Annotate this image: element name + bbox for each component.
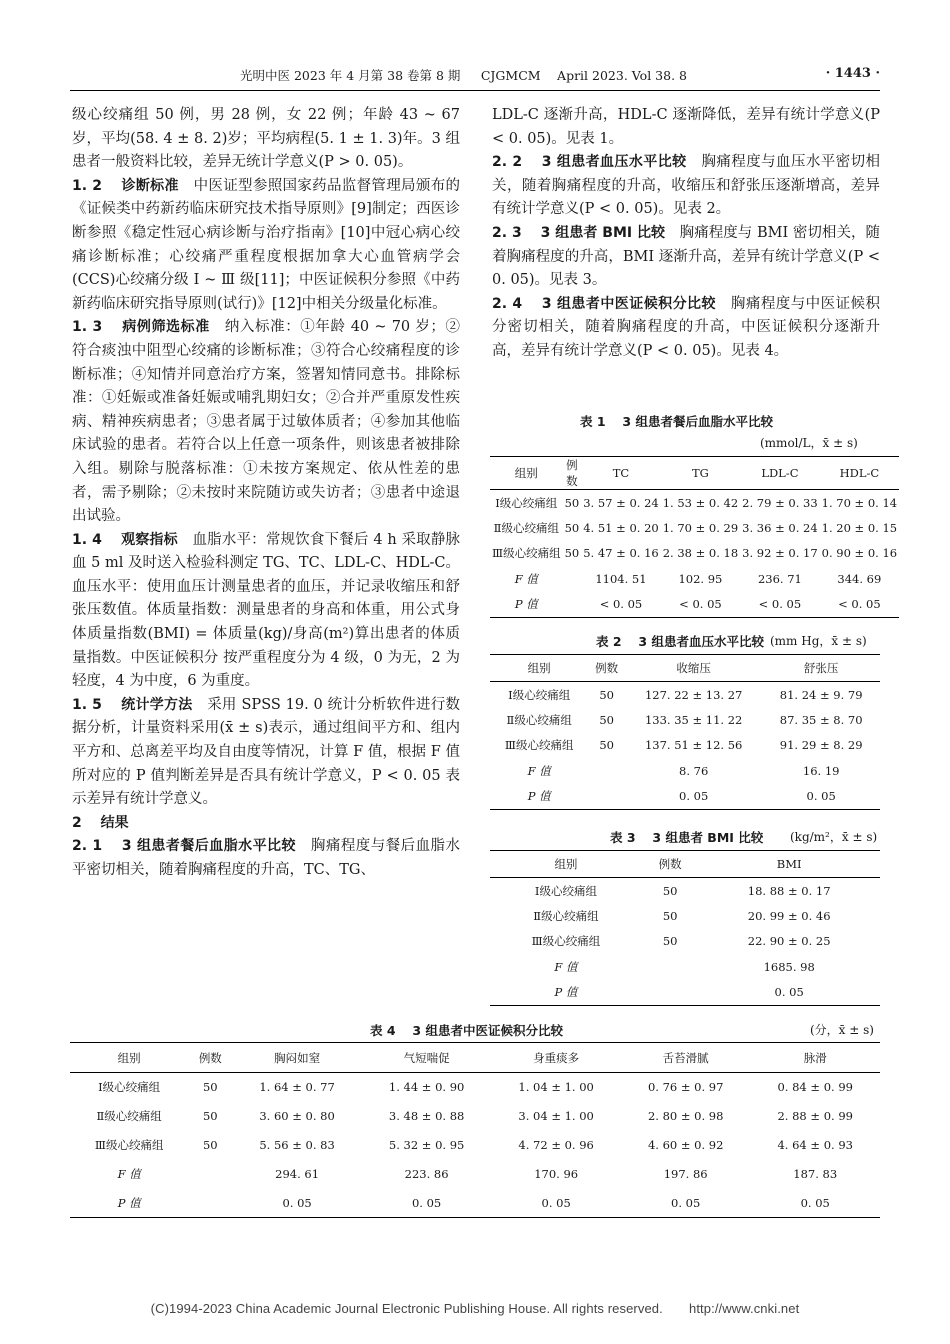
table-row — [70, 1160, 880, 1189]
section-heading: 2. 3 3 组患者 BMI 比较 — [492, 224, 666, 241]
section-body: 胸痛程度与 BMI 密切相关，随着胸痛程度的升高，BMI 逐渐升高，差异有统计学意义(P < 0. 05)。见表 3。 — [492, 224, 881, 289]
table-cell: 20. 99 ± 0. 46 — [747, 908, 831, 923]
table-cell — [642, 980, 698, 1006]
column-header: TC — [581, 457, 660, 490]
table-cell: Ⅱ级心绞痛组 — [533, 908, 599, 923]
left-column — [72, 104, 460, 883]
table-cell: 4. 72 ± 0. 96 — [518, 1138, 594, 1152]
table-cell: 294. 61 — [275, 1167, 320, 1181]
table-header-row — [70, 1043, 880, 1073]
table-row — [490, 682, 880, 708]
section-heading: 1. 2 诊断标准 — [72, 177, 179, 194]
table-cell: 5. 56 ± 0. 83 — [259, 1138, 335, 1152]
table-cell: 4. 60 ± 0. 92 — [647, 1138, 724, 1152]
table-cell — [588, 758, 625, 784]
table-cell: 4. 51 ± 0. 20 — [583, 520, 659, 535]
column-header: HDL-C — [820, 457, 899, 490]
table-cell: 81. 24 ± 9. 79 — [779, 687, 863, 702]
table-cell: 0. 76 ± 0. 97 — [647, 1080, 724, 1095]
section-body: 纳入标准：①年龄 40 ~ 70 岁；②符合痰浊中阻型心绞痛的诊断标准；③符合心绞痛程度的诊断标准；④知情并同意治疗方案，签署知情同意书。排除标准：①妊娠或准备妊娠或哺乳期妇女；②合并严重原发性疾病、精神疾病患者；③患者属于过敏体质者；④参加其他临床试验的患者。若符合以上任意一项条件，则该患者被排除入组。剔除与脱落标准：①未按方案规定、依从性差的患者，需予剔除；②未按时来院随访或失访者；③患者中途退出试验。 — [72, 319, 460, 525]
table-cell: 137. 51 ± 12. 56 — [644, 738, 743, 753]
running-header — [70, 66, 880, 91]
table-cell: Ⅰ级心绞痛组 — [495, 495, 558, 510]
table-cell: P 值 — [514, 597, 538, 611]
table-cell: 16. 19 — [802, 763, 840, 778]
page-number: · 1443 · — [825, 66, 880, 81]
table-4-unit: (分，x̄ ± s) — [810, 1023, 874, 1037]
table-cell: F 值 — [117, 1167, 141, 1181]
section-heading: 1. 4 观察指标 — [72, 531, 178, 548]
table-cell: Ⅰ级心绞痛组 — [508, 687, 571, 702]
table-cell: 2. 38 ± 0. 18 — [662, 546, 739, 561]
table-cell: 50 — [662, 883, 678, 898]
table-cell: 18. 88 ± 0. 17 — [747, 883, 831, 898]
column-header: 组别 — [490, 457, 563, 490]
section-body: 胸痛程度与血压水平密切相关，随着胸痛程度的升高，收缩压和舒张压逐渐增高，差异有统计学意义(P < 0. 05)。见表 2。 — [492, 154, 881, 218]
column-header: 组别 — [70, 1043, 188, 1073]
table-row — [490, 707, 880, 733]
table-cell: 2. 79 ± 0. 33 — [742, 495, 818, 510]
table-cell: F 值 — [554, 959, 578, 974]
section-body: 胸痛程度与餐后血脂水平密切相关，随着胸痛程度的升高，TC、TG、 — [72, 838, 460, 878]
column-header: 例数 — [588, 655, 625, 682]
column-header: 收缩压 — [625, 655, 762, 682]
section-heading: 1. 5 统计学方法 — [72, 696, 193, 713]
table-cell: 1104. 51 — [595, 571, 647, 586]
table-cell: 236. 71 — [757, 571, 802, 586]
table-row — [490, 515, 899, 541]
table-1-unit: (mmol/L，x̄ ± s) — [760, 436, 858, 450]
table-cell: 50 — [599, 687, 614, 702]
table-cell: 0. 05 — [671, 1195, 701, 1210]
table-header-row — [490, 851, 880, 878]
table-cell: 2. 80 ± 0. 98 — [647, 1109, 724, 1123]
table-cell: 127. 22 ± 13. 27 — [644, 687, 743, 702]
column-header: 组别 — [490, 851, 642, 878]
table-cell: 223. 86 — [404, 1167, 449, 1181]
section-2 — [72, 812, 460, 836]
table-cell: < 0. 05 — [679, 597, 722, 611]
column-header: 例数 — [563, 457, 582, 490]
column-header: 例数 — [188, 1043, 232, 1073]
table-cell: 2. 88 ± 0. 99 — [777, 1109, 853, 1123]
column-header: BMI — [698, 851, 880, 878]
table-cell: 0. 05 — [806, 789, 836, 803]
table-cell: 102. 95 — [678, 571, 723, 586]
section-1-2 — [72, 175, 460, 317]
table-cell: 50 — [202, 1109, 218, 1123]
table-cell: 0. 05 — [541, 1195, 571, 1210]
table-3-unit: (kg/m²，x̄ ± s) — [790, 830, 878, 844]
table-1-title: 表 1 3 组患者餐后血脂水平比较 — [580, 414, 773, 429]
column-header: 气短喘促 — [362, 1043, 492, 1073]
table-row — [70, 1131, 880, 1160]
table-cell: Ⅱ级心绞痛组 — [96, 1109, 162, 1123]
column-header: 舒张压 — [762, 655, 880, 682]
table-cell: 50 — [564, 520, 580, 535]
table-cell: 3. 60 ± 0. 80 — [259, 1109, 335, 1123]
footer-copyright: (C)1994-2023 China Academic Journal Electronic Publishing House. All rights reserved. http://www.cnki.net — [150, 1301, 800, 1316]
table-row — [490, 490, 899, 516]
section-heading: 2. 4 3 组患者中医证候积分比较 — [492, 295, 716, 312]
section-body: 中医证型参照国家药品监督管理局颁布的《证候类中药新药临床研究技术指导原则》[9]制定；西医诊断参照《稳定性冠心病诊断与治疗指南》[10]中冠心病心绞痛诊断标准；心绞痛严重程度根据加拿大心血管病学会(CCS)心绞痛分级 Ⅰ ~ Ⅲ 级[11]；中医证候积分参照《中药新药临床研究指导原则(试行)》[12]中相关分级量化标准。 — [72, 177, 461, 312]
table-cell: 50 — [599, 712, 614, 727]
table-cell: 344. 69 — [837, 571, 882, 586]
table-cell: 1685. 98 — [763, 959, 815, 974]
paragraph: 级心绞痛组 50 例，男 28 例，女 22 例；年龄 43 ~ 67 岁，平均(58. 4 ± 8. 2)岁；平均病程(5. 1 ± 1. 3)年。3 组患者一般资料比较，差异无统计学意义(P > 0. 05)。 — [72, 107, 460, 171]
table-cell: < 0. 05 — [599, 597, 643, 611]
table-cell: 3. 48 ± 0. 88 — [388, 1109, 465, 1123]
section-2-1 — [72, 835, 460, 882]
table-cell: 170. 96 — [534, 1167, 579, 1181]
table-cell: Ⅱ级心绞痛组 — [506, 712, 572, 727]
table-cell: 1. 64 ± 0. 77 — [259, 1080, 335, 1095]
table-cell: Ⅲ级心绞痛组 — [531, 934, 601, 949]
table-cell: P 值 — [554, 985, 578, 999]
table-row — [490, 784, 880, 810]
table-cell: 133. 35 ± 11. 22 — [644, 712, 743, 727]
table-cell — [188, 1160, 232, 1189]
table-cell: 3. 04 ± 1. 00 — [518, 1109, 594, 1123]
column-header: LDL-C — [740, 457, 819, 490]
table-cell: 50 — [599, 738, 614, 753]
table-cell: P 值 — [527, 789, 551, 803]
table-cell: 50 — [564, 495, 580, 510]
table-cell: Ⅰ级心绞痛组 — [534, 883, 597, 898]
table-row — [490, 903, 880, 929]
table-cell: 1. 44 ± 0. 90 — [388, 1080, 465, 1095]
column-header: 身重痰多 — [491, 1043, 621, 1073]
table-cell: Ⅲ级心绞痛组 — [492, 546, 561, 561]
table-cell: Ⅰ级心绞痛组 — [98, 1080, 161, 1095]
table-cell: 3. 57 ± 0. 24 — [583, 495, 659, 510]
column-header: 胸闷如窒 — [232, 1043, 362, 1073]
section-body: 采用 SPSS 19. 0 统计分析软件进行数据分析，计量资料采用(x̄ ± s)表示，通过组间平方和、组内平方和、总离差平均及自由度等情况，计算 F 值，根据 F 值所对应的 P 值判断差异是否具有统计学意义，P < 0. 05 表示差异有统计学意义。 — [72, 696, 461, 808]
table-row — [70, 1189, 880, 1218]
table-cell: 87. 35 ± 8. 70 — [779, 712, 863, 727]
table-2 — [490, 654, 880, 810]
table-cell: 0. 05 — [411, 1195, 442, 1210]
table-cell: 1. 04 ± 1. 00 — [518, 1080, 594, 1095]
table-row — [70, 1073, 880, 1102]
column-header: 脉滑 — [750, 1043, 880, 1073]
table-cell: P 值 — [117, 1195, 141, 1210]
table-cell: 8. 76 — [679, 763, 709, 778]
table-row — [490, 954, 880, 980]
table-cell: 0. 05 — [679, 789, 709, 803]
column-header: 例数 — [642, 851, 698, 878]
section-heading: 2. 2 3 组患者血压水平比较 — [492, 154, 687, 171]
table-cell: 50 — [662, 934, 678, 949]
table-header-row — [490, 457, 899, 490]
section-2-4 — [492, 293, 880, 364]
table-cell: 1. 70 ± 0. 14 — [821, 495, 898, 510]
table-row — [490, 592, 899, 618]
section-2-2 — [492, 151, 880, 222]
column-header: 舌苔滑腻 — [621, 1043, 751, 1073]
table-cell: 0. 05 — [774, 985, 804, 999]
table-cell — [188, 1189, 232, 1218]
table-cell: 3. 92 ± 0. 17 — [742, 546, 818, 561]
table-cell: 50 — [564, 546, 580, 561]
table-4 — [70, 1042, 880, 1218]
table-4-title: 表 4 3 组患者中医证候积分比较 — [370, 1023, 563, 1038]
table-row — [490, 929, 880, 955]
table-row — [490, 758, 880, 784]
table-3-title: 表 3 3 组患者 BMI 比较 — [610, 830, 764, 845]
column-header: 组别 — [490, 655, 588, 682]
table-cell: 1. 53 ± 0. 42 — [662, 495, 739, 510]
table-cell: F 值 — [514, 571, 538, 586]
table-2-unit: (mm Hg，x̄ ± s) — [770, 634, 867, 648]
table-cell — [642, 954, 698, 980]
table-cell — [588, 784, 625, 810]
table-cell — [563, 592, 582, 618]
table-1 — [490, 456, 899, 618]
section-2-3 — [492, 222, 880, 293]
table-cell: Ⅱ级心绞痛组 — [493, 520, 559, 535]
table-cell: 91. 29 ± 8. 29 — [779, 738, 863, 753]
table-cell: 50 — [202, 1138, 218, 1152]
section-heading: 2 结果 — [72, 814, 129, 831]
section-body: 血脂水平：常规饮食下餐后 4 h 采取静脉血 5 ml 及时送入检验科测定 TG、TC、LDL-C、HDL-C。血压水平：使用血压计测量患者的血压，并记录收缩压和舒张压数值。体质量指数：测量患者的身高和体重，用公式身体质量指数(BMI) = 体质量(kg)/身高(m²)算出患者的体质量指数。中医证候积分 按严重程度分为 4 级，0 为无，2 为轻度，4 为中度，6 为重度。 — [72, 531, 461, 690]
section-1-3 — [72, 316, 460, 528]
right-column — [492, 104, 880, 364]
table-cell: Ⅲ级心绞痛组 — [504, 738, 574, 753]
table-cell: 0. 84 ± 0. 99 — [777, 1080, 853, 1095]
table-cell — [563, 566, 582, 592]
table-cell: 0. 05 — [282, 1195, 312, 1210]
section-heading: 2. 1 3 组患者餐后血脂水平比较 — [72, 838, 296, 855]
table-cell: 50 — [662, 908, 678, 923]
table-row — [490, 980, 880, 1006]
table-cell: 5. 47 ± 0. 16 — [583, 546, 659, 561]
section-1-5 — [72, 694, 460, 812]
table-cell: < 0. 05 — [838, 597, 881, 611]
table-row — [490, 733, 880, 759]
table-cell: 1. 20 ± 0. 15 — [821, 520, 898, 535]
table-cell: 5. 32 ± 0. 95 — [388, 1138, 465, 1152]
table-cell: 1. 70 ± 0. 29 — [662, 520, 739, 535]
table-cell: Ⅲ级心绞痛组 — [94, 1138, 164, 1152]
table-row — [70, 1102, 880, 1131]
table-cell: F 值 — [527, 763, 551, 778]
table-cell: 0. 90 ± 0. 16 — [821, 546, 898, 561]
paragraph: LDL-C 逐渐升高，HDL-C 逐渐降低，差异有统计学意义(P < 0. 05)。见表 1。 — [492, 107, 880, 147]
table-cell: 187. 83 — [793, 1167, 838, 1181]
table-header-row — [490, 655, 880, 682]
table-cell: 197. 86 — [663, 1167, 708, 1181]
journal-info: 光明中医 2023 年 4 月第 38 卷第 8 期 CJGMCM April 2023. Vol 38. 8 — [240, 68, 687, 83]
table-cell: 3. 36 ± 0. 24 — [742, 520, 818, 535]
table-cell: 4. 64 ± 0. 93 — [777, 1138, 853, 1152]
table-cell: 0. 05 — [800, 1195, 830, 1210]
table-row — [490, 566, 899, 592]
table-cell: 50 — [202, 1080, 218, 1095]
table-row — [490, 878, 880, 904]
table-3 — [490, 850, 880, 1006]
column-header: TG — [661, 457, 740, 490]
table-cell: 22. 90 ± 0. 25 — [747, 934, 831, 949]
section-1-4 — [72, 529, 460, 694]
table-cell: < 0. 05 — [758, 597, 802, 611]
table-row — [490, 541, 899, 567]
table-2-title: 表 2 3 组患者血压水平比较 — [596, 634, 764, 649]
section-body: 胸痛程度与中医证候积分密切相关，随着胸痛程度的升高，中医证候积分逐渐升高，差异有统计学意义(P < 0. 05)。见表 4。 — [492, 295, 880, 359]
section-heading: 1. 3 病例筛选标准 — [72, 319, 210, 336]
